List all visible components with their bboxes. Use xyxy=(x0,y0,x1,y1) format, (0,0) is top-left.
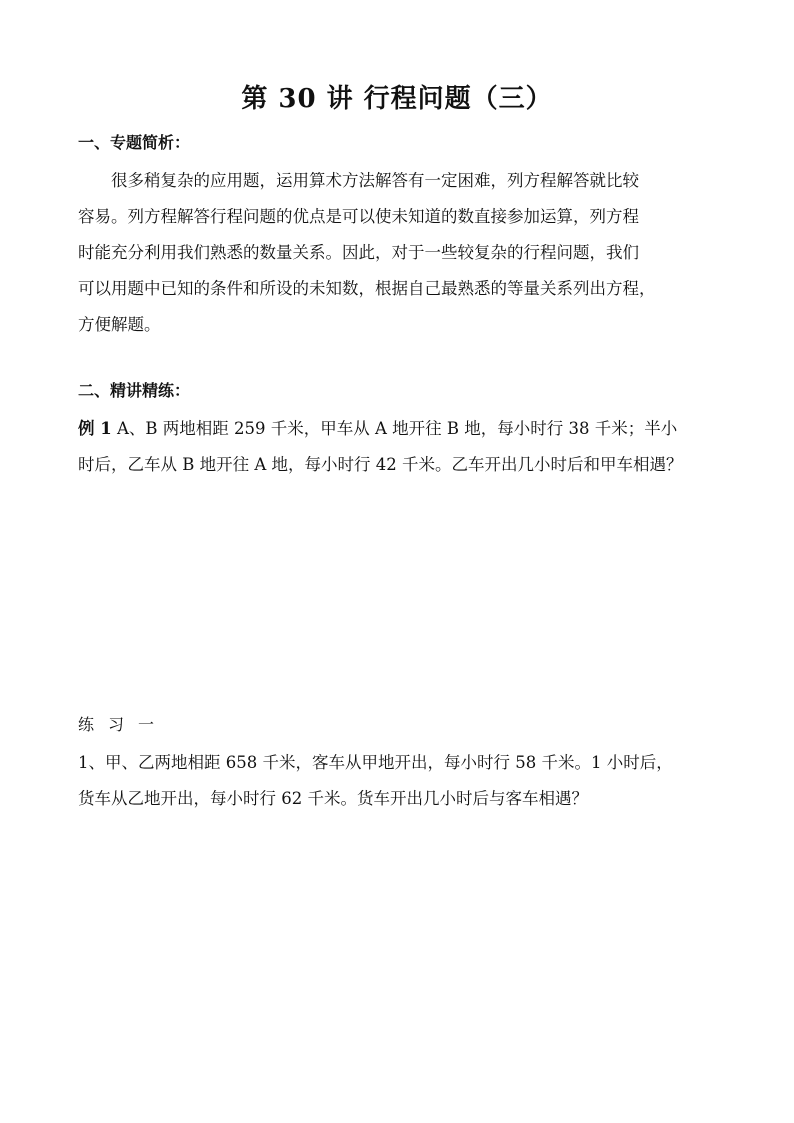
analysis-line-4: 可以用题中已知的条件和所设的未知数，根据自己最熟悉的等量关系列出方程， xyxy=(78,279,656,298)
example-1-text-1: A、B 两地相距 259 千米，甲车从 A 地开往 B 地，每小时行 38 千米；半小 xyxy=(111,419,678,438)
example-1 xyxy=(78,411,718,483)
example-1-label: 例 1 xyxy=(78,419,112,438)
exercise-q1-line-2: 货车从乙地开出，每小时行 62 千米。货车开出几小时后与客车相遇？ xyxy=(78,789,588,808)
analysis-paragraph xyxy=(78,163,718,343)
exercise-question-1 xyxy=(78,745,718,817)
section-heading-practice: 二、精讲精练： xyxy=(78,381,191,400)
analysis-line-5: 方便解题。 xyxy=(78,315,161,334)
exercise-heading: 练习一 xyxy=(78,715,169,734)
analysis-line-2: 容易。列方程解答行程问题的优点是可以使未知道的数直接参加运算，列方程 xyxy=(78,207,639,226)
exercise-q1-line-1: 1、甲、乙两地相距 658 千米，客车从甲地开出，每小时行 58 千米。1 小时后， xyxy=(78,753,673,772)
example-1-line-1 xyxy=(78,411,718,447)
analysis-line-3: 时能充分利用我们熟悉的数量关系。因此，对于一些较复杂的行程问题，我们 xyxy=(78,243,639,262)
page-title: 第 30 讲 行程问题（三） xyxy=(241,84,553,114)
analysis-line-1: 很多稍复杂的应用题，运用算术方法解答有一定困难，列方程解答就比较 xyxy=(111,171,639,190)
example-1-line-2: 时后，乙车从 B 地开往 A 地，每小时行 42 千米。乙车开出几小时后和甲车相遇？ xyxy=(78,455,683,474)
section-heading-analysis: 一、专题简析： xyxy=(78,133,191,152)
